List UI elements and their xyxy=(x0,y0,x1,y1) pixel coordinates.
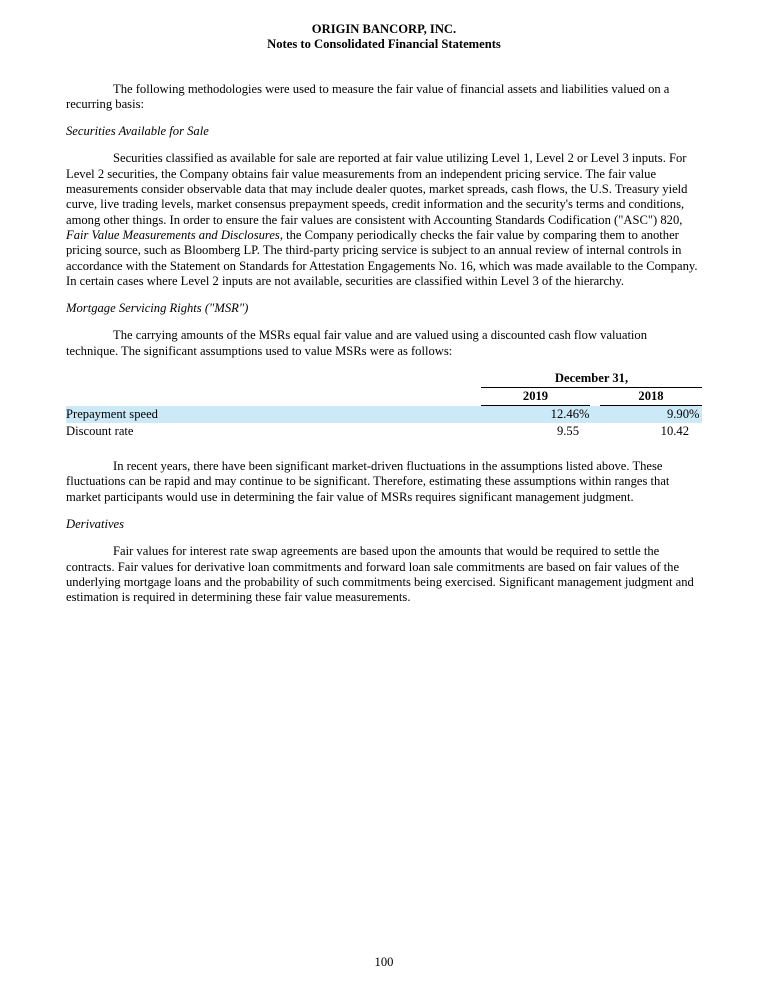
value-2019-suffix: % xyxy=(579,407,590,422)
heading-derivatives: Derivatives xyxy=(66,516,125,531)
page-content xyxy=(66,0,702,616)
page-number: 100 xyxy=(374,955,394,969)
value-2018: 10.42 xyxy=(660,424,689,439)
table-header-group-row xyxy=(66,370,702,388)
msr-fluctuations-paragraph: In recent years, there have been significant market-driven fluctuations in the assumptions listed above. These fluctuations can be rapid and may continue to be significant. Therefore, estimating these assumptions within ranges that market participants would use in determining the fair value of MSRs requires significant management judgment. xyxy=(66,459,670,504)
value-2019-suffix xyxy=(579,423,590,440)
column-header-2019: 2019 xyxy=(481,388,590,406)
value-2018: 9.90 xyxy=(666,407,689,422)
document-header xyxy=(66,22,702,53)
table-header-group: December 31, xyxy=(481,370,702,388)
securities-paragraph: Securities classified as available for sale are reported at fair value utilizing Level 1, Level 2 or Level 3 inputs. For Level 2 securities, the Company obtains fair value measurements from an independent pricing service. The fair value measurements consider observable data that may include dealer quotes, market spreads, cash flows, the U.S. Treasury yield curve, live trading levels, market consensus prepayment speeds, credit information and the security's terms and conditions, among other things. In order to ensure the fair values are consistent with Accounting Standards Codification ("ASC") 820, Fair Value Measurements and Disclosures, the Company periodically checks the fair value by comparing them to another pricing source, such as Bloomberg LP. The third-party pricing service is subject to an annual review of internal controls in accordance with the Statement on Standards for Attestation Engagements No. 16, which was made available to the Company. In certain cases where Level 2 inputs are not available, securities are classified within Level 3 of the hierarchy. xyxy=(66,151,698,288)
table-header-year-row xyxy=(66,388,702,406)
msr-paragraph: The carrying amounts of the MSRs equal fair value and are valued using a discounted cash flow valuation technique. The significant assumptions used to value MSRs were as follows: xyxy=(66,328,648,358)
table-row-prepayment-speed xyxy=(66,406,702,424)
msr-assumptions-table xyxy=(66,370,702,440)
value-2018-suffix xyxy=(689,423,702,440)
heading-mortgage-servicing-rights: Mortgage Servicing Rights ("MSR") xyxy=(66,301,249,316)
company-name: ORIGIN BANCORP, INC. xyxy=(311,22,457,36)
value-2019: 12.46 xyxy=(550,407,579,422)
derivatives-paragraph: Fair values for interest rate swap agreements are based upon the amounts that would be required to settle the contracts. Fair values for derivative loan commitments and forward loan sale commitments are based on fair values of the underlying mortgage loans and the probability of such commitments being exercised. Significant management judgment and estimation is required in determining these fair value measurements. xyxy=(66,544,694,605)
row-label: Discount rate xyxy=(66,424,134,439)
intro-paragraph: The following methodologies were used to measure the fair value of financial assets and liabilities valued on a recurring basis: xyxy=(66,81,670,111)
column-gap xyxy=(590,406,600,424)
document-subtitle: Notes to Consolidated Financial Statements xyxy=(267,37,501,52)
row-label: Prepayment speed xyxy=(66,407,158,422)
table-header-spacer xyxy=(66,388,481,406)
table-row-discount-rate xyxy=(66,423,702,440)
heading-securities-available-for-sale: Securities Available for Sale xyxy=(66,124,209,139)
table-header-spacer xyxy=(66,370,481,388)
column-header-2018: 2018 xyxy=(600,388,702,406)
value-2019: 9.55 xyxy=(556,424,579,439)
column-gap xyxy=(590,423,600,440)
column-gap xyxy=(590,388,600,406)
value-2018-suffix: % xyxy=(689,407,700,422)
